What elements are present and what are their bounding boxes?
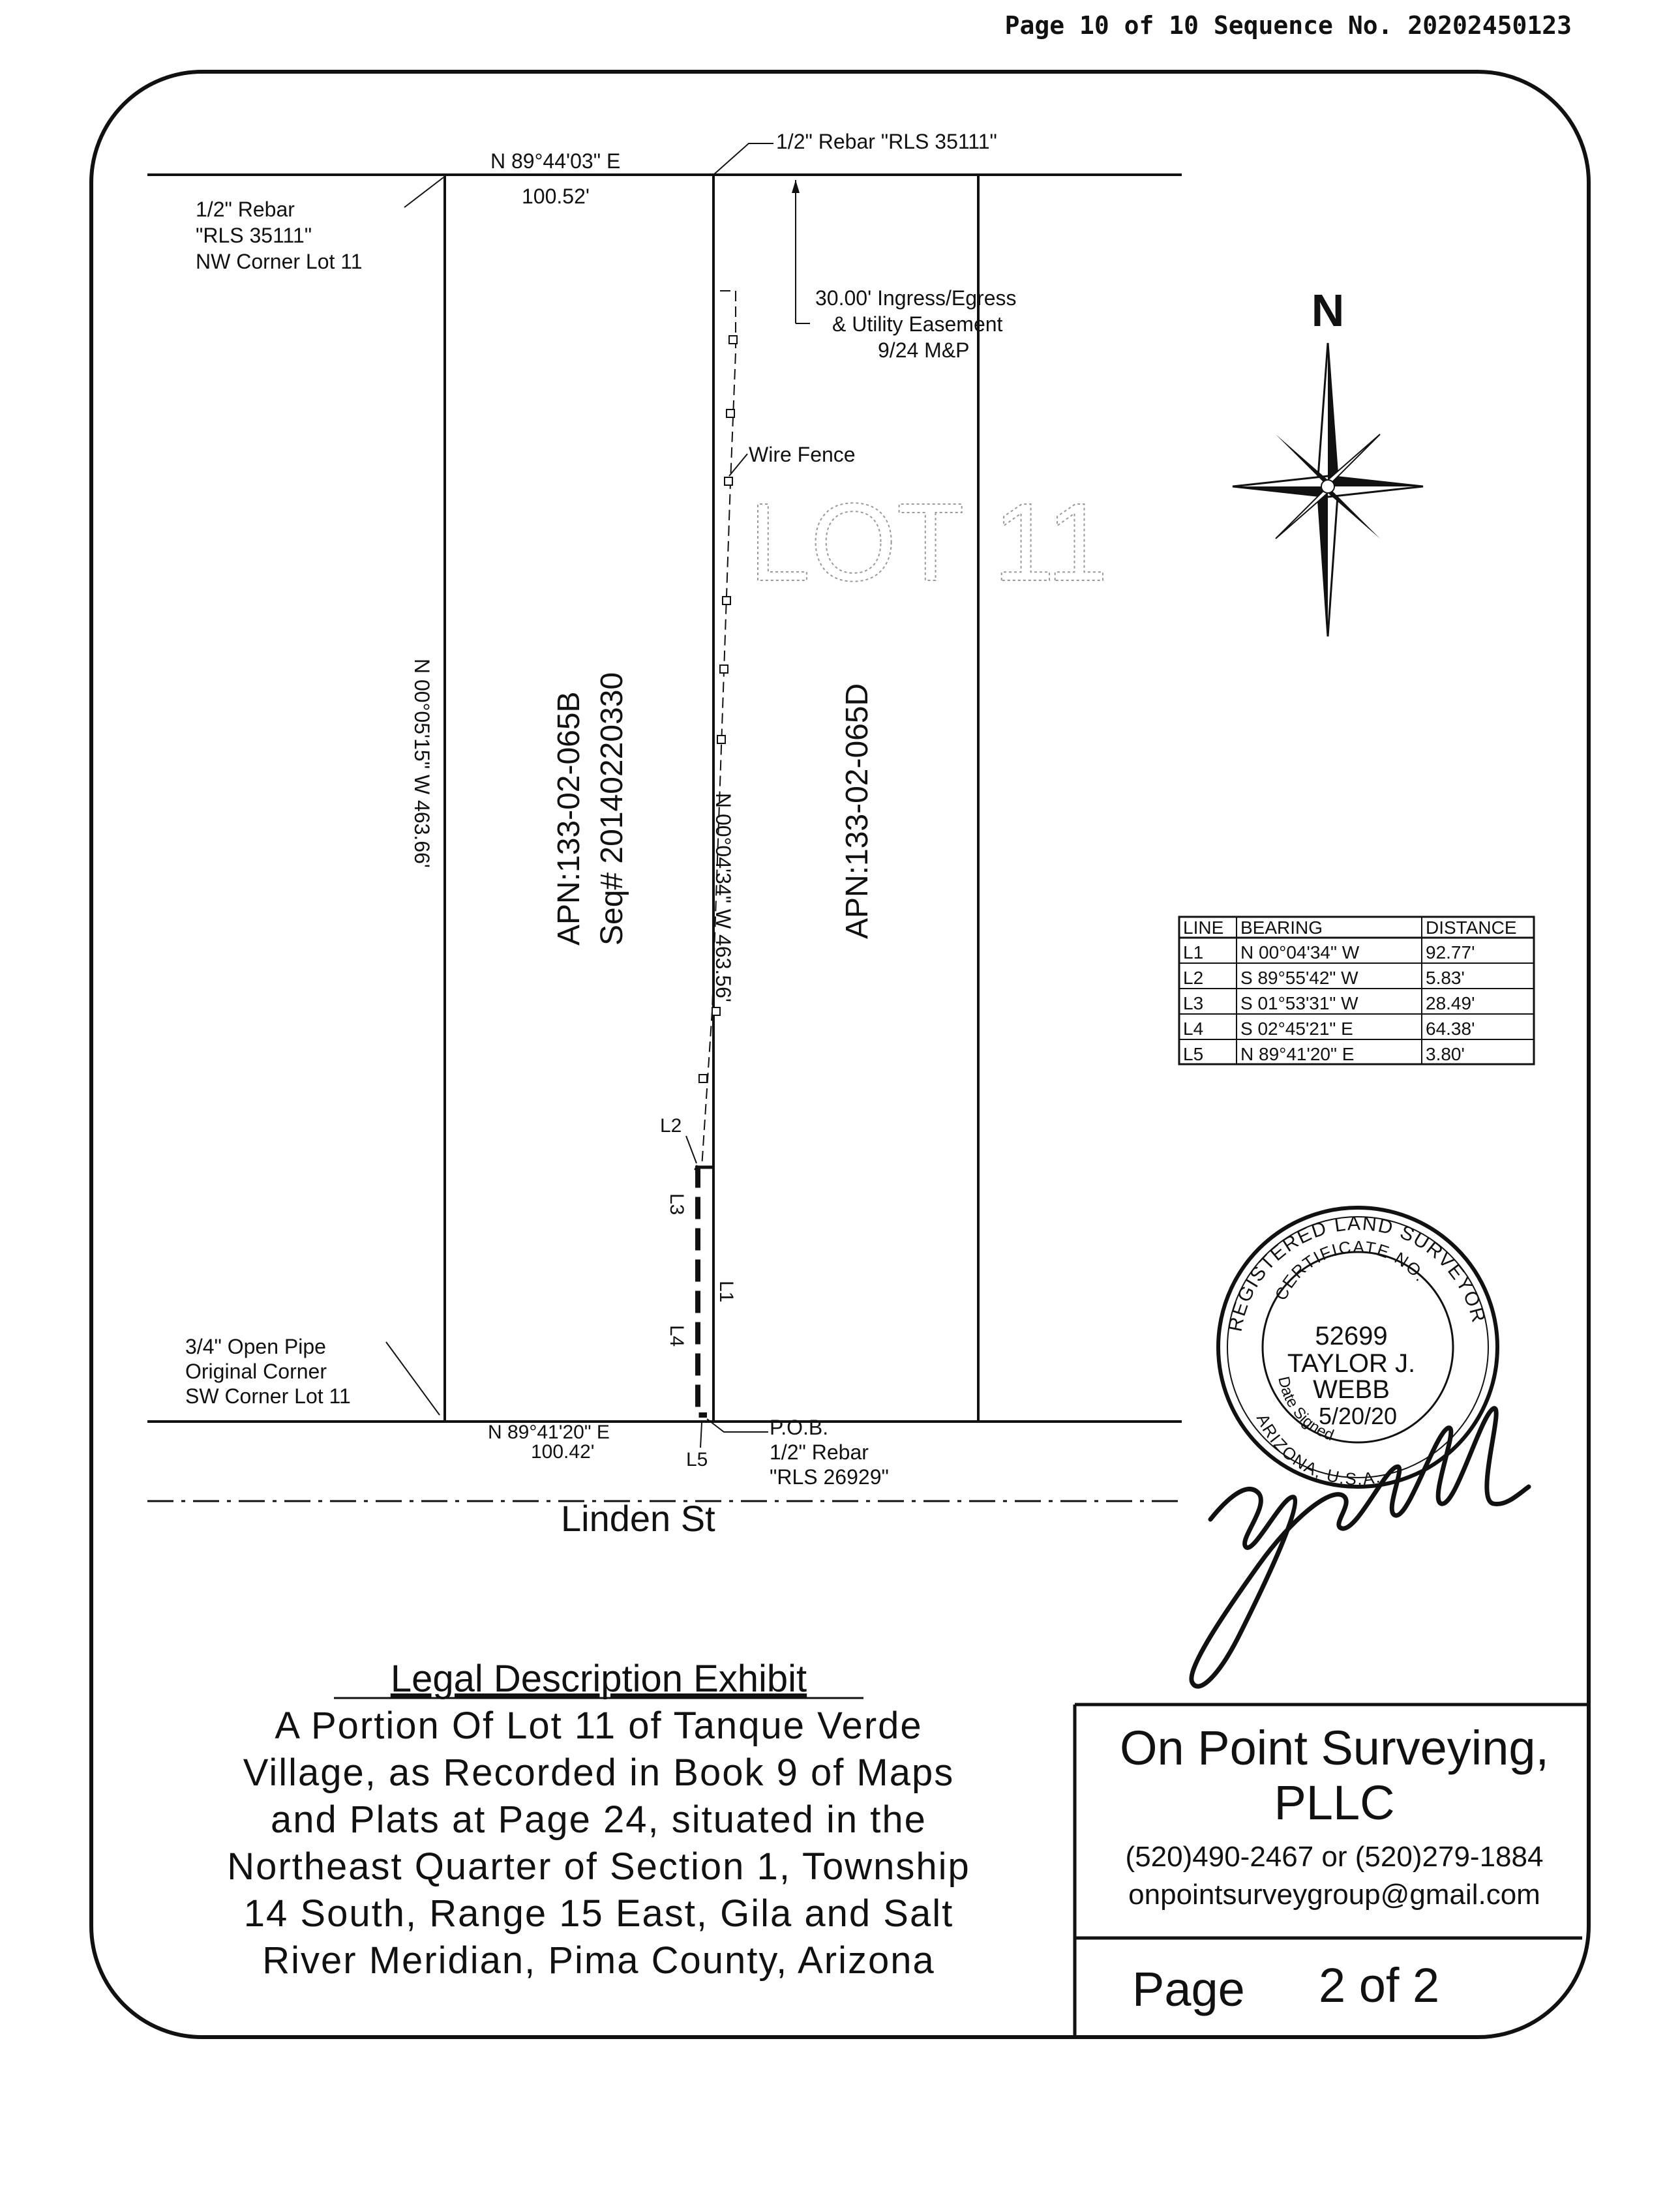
table-cell: 28.49' [1426,993,1475,1013]
table-header-distance: DISTANCE [1426,917,1517,938]
bottom-line-distance: 100.42' [531,1441,595,1463]
surveyor-seal [1218,1208,1497,1489]
pob-rls-label: "RLS 26929" [770,1465,889,1489]
page-label: Page [1132,1962,1245,2016]
seal-date: 5/20/20 [1318,1403,1398,1429]
left-parcel-apn: APN:133-02-065B [552,691,586,946]
seal-name-line2: WEBB [1313,1375,1390,1404]
table-cell: S 89°55'42" W [1240,968,1358,988]
sw-corner-label-1: 3/4" Open Pipe [185,1335,326,1358]
label-l3: L3 [666,1193,687,1215]
pob-rebar-label: 1/2" Rebar [770,1440,869,1464]
nw-corner-label-2: "RLS 35111" [196,224,312,247]
table-cell: L1 [1183,942,1204,962]
left-parcel-seq: Seq# 20140220330 [595,672,629,946]
sw-corner-label-3: SW Corner Lot 11 [185,1384,351,1408]
table-cell: L3 [1183,993,1204,1013]
table-cell: S 02°45'21" E [1240,1019,1353,1039]
pob-label: P.O.B. [770,1416,829,1439]
label-l2: L2 [660,1115,682,1137]
easement-label-2: & Utility Easement [832,312,1003,336]
label-l5: L5 [686,1449,708,1470]
legal-line-1: A Portion Of Lot 11 of Tanque Verde [275,1705,923,1747]
right-parcel-apn: APN:133-02-065D [840,683,875,939]
table-header-line: LINE [1183,917,1224,938]
table-cell: N 89°41'20" E [1240,1044,1355,1064]
svg-text:REGISTERED LAND SURVEYOR [1225,1213,1490,1334]
lot-label: LOT 11 [749,481,1109,604]
center-line-label: N 00°04'34" W 463.56' [712,793,735,1003]
company-name-line2: PLLC [1274,1776,1395,1830]
nw-corner-label-1: 1/2" Rebar [196,198,295,221]
table-cell: S 01°53'31" W [1240,993,1358,1013]
top-rebar-label: 1/2" Rebar "RLS 35111" [776,130,997,153]
signature [1192,1408,1529,1686]
seal-state: ARIZONA, U.S.A. [1252,1410,1383,1489]
top-line-distance: 100.52' [522,185,590,208]
seal-date-signed-label: Date Signed [1274,1375,1336,1445]
page-sequence-header: Page 10 of 10 Sequence No. 20202450123 [1004,11,1572,40]
sw-corner-label-2: Original Corner [185,1360,327,1383]
label-l1: L1 [715,1281,737,1303]
legal-line-6: River Meridian, Pima County, Arizona [262,1939,935,1982]
table-cell: N 00°04'34" W [1240,942,1360,962]
label-l4: L4 [666,1325,687,1347]
table-cell: 64.38' [1426,1019,1475,1039]
company-phones: (520)490-2467 or (520)279-1884 [1125,1841,1544,1873]
legal-line-5: 14 South, Range 15 East, Gila and Salt [243,1892,954,1935]
seal-name-line1: TAYLOR J. [1287,1349,1416,1378]
company-email: onpointsurveygroup@gmail.com [1128,1879,1540,1911]
street-label: Linden St [561,1498,715,1539]
easement-label-1: 30.00' Ingress/Egress [815,286,1017,310]
bottom-line-bearing: N 89°41'20" E [488,1422,610,1443]
table-cell: 5.83' [1426,968,1465,988]
wire-fence-line [702,291,736,1167]
table-cell: L2 [1183,968,1204,988]
legal-line-4: Northeast Quarter of Section 1, Township [227,1845,970,1888]
legal-line-2: Village, as Recorded in Book 9 of Maps [243,1751,955,1794]
line-table [1179,917,1534,1064]
table-cell: 92.77' [1426,942,1475,962]
parcel-boundary-dashed [695,1167,707,1415]
table-header-bearing: BEARING [1240,917,1323,938]
legal-line-3: and Plats at Page 24, situated in the [271,1798,927,1841]
seal-ring-top: REGISTERED LAND SURVEYOR [1224,1212,1490,1334]
north-arrow [1233,285,1423,636]
table-cell: L5 [1183,1044,1204,1064]
legal-title: Legal Description Exhibit [390,1658,807,1700]
table-cell: 3.80' [1426,1044,1465,1064]
top-line-bearing: N 89°44'03" E [490,149,621,173]
wire-fence-label: Wire Fence [749,443,856,466]
nw-corner-label-3: NW Corner Lot 11 [196,250,363,273]
easement-label-3: 9/24 M&P [878,338,970,362]
table-cell: L4 [1183,1019,1204,1039]
page-value: 2 of 2 [1319,1958,1440,2012]
north-letter: N [1311,285,1345,336]
company-name-line1: On Point Surveying, [1119,1721,1550,1775]
title-block [1075,1705,1589,2037]
seal-certificate: CERTIFICATE NO. [1270,1236,1432,1304]
west-line-label: N 00°05'15" W 463.66' [410,659,434,869]
seal-number: 52699 [1315,1322,1388,1350]
